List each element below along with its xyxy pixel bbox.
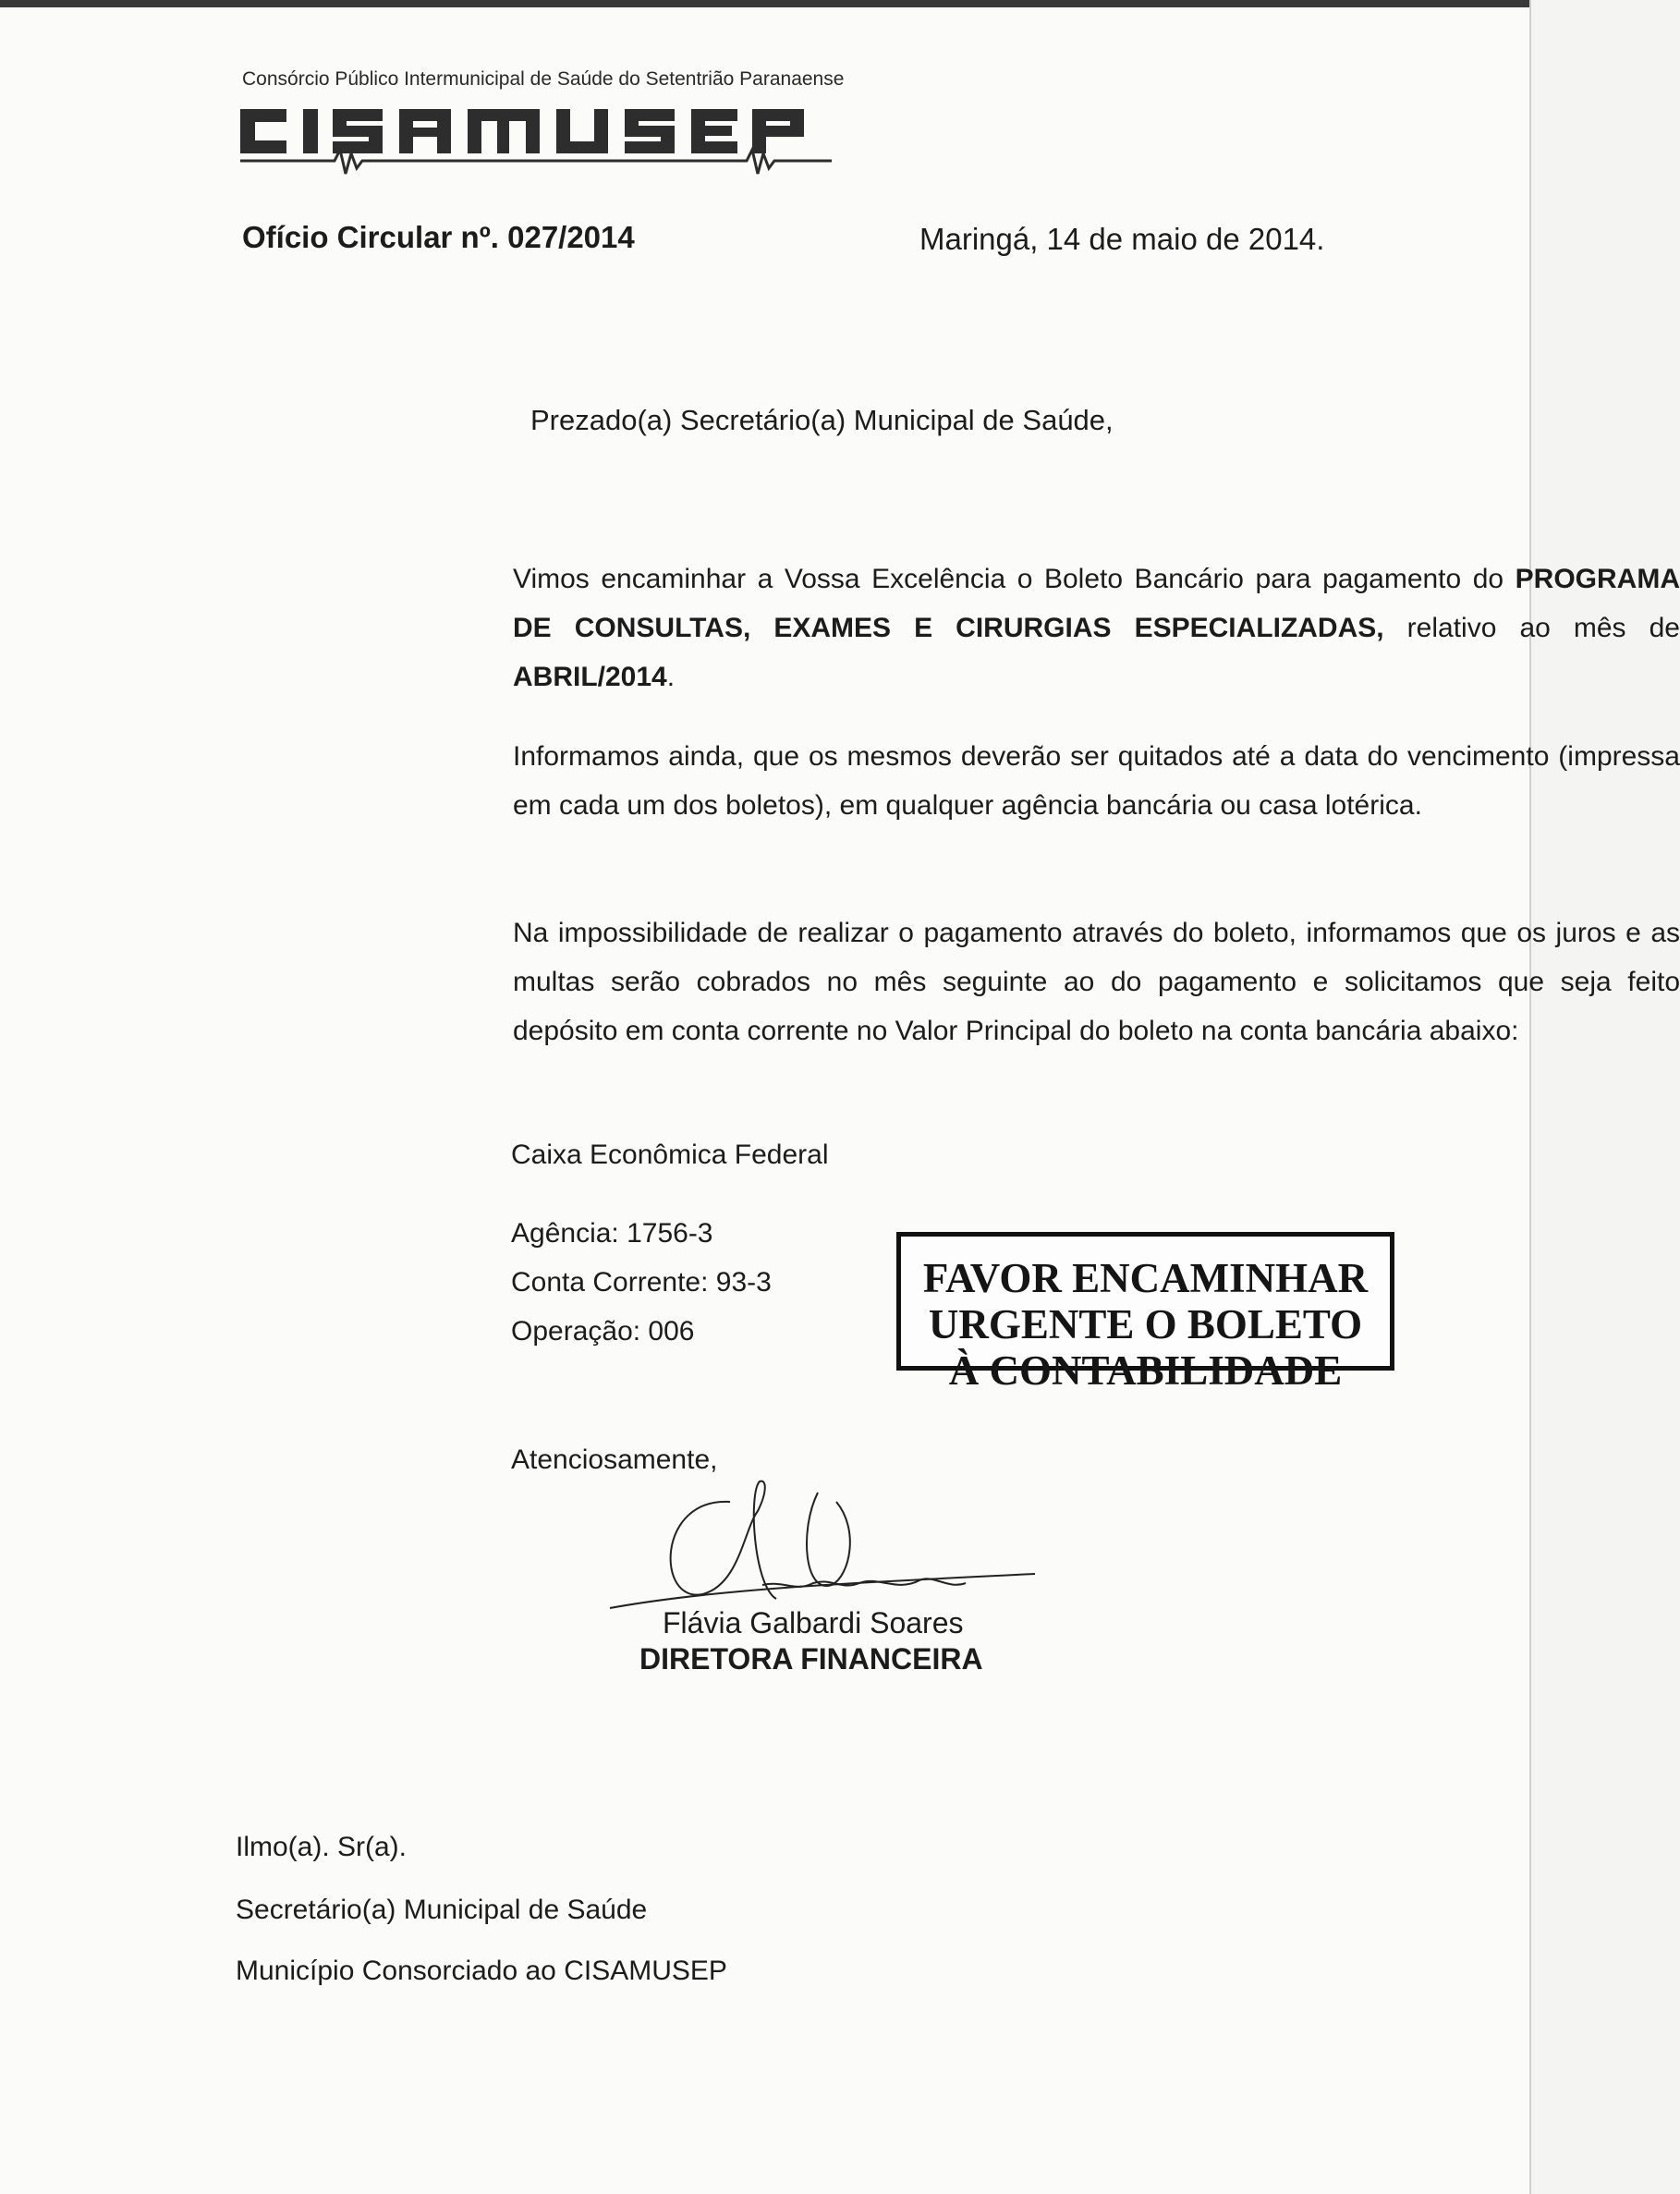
scan-top-edge [0, 0, 1529, 7]
addressee-title: Secretário(a) Municipal de Saúde [236, 1895, 648, 1925]
document-date: Maringá, 14 de maio de 2014. [919, 222, 1325, 256]
urgent-notice-stamp: FAVOR ENCAMINHAR URGENTE O BOLETO À CONTABILIDADE [896, 1232, 1394, 1371]
handwritten-signature [601, 1474, 1044, 1613]
reference-month: ABRIL/2014 [513, 662, 667, 692]
closing-salutation: Atenciosamente, [511, 1444, 718, 1475]
bank-operation: Operação: 006 [511, 1316, 695, 1347]
addressee-municipality: Município Consorciado ao CISAMUSEP [236, 1956, 727, 1986]
bank-name: Caixa Econômica Federal [511, 1140, 829, 1170]
bank-account: Conta Corrente: 93-3 [511, 1267, 772, 1298]
organization-name: Consórcio Público Intermunicipal de Saúde do Setentrião Paranaense [242, 68, 845, 90]
program-name: PROGRAMA DE CONSULTAS, EXAMES E CIRURGIAS ESPECIALIZADAS, [513, 564, 1680, 643]
cisamusep-logo [185, 91, 850, 183]
paragraph-1: Vimos encaminhar a Vossa Excelência o Boleto Bancário para pagamento do PROGRAMA DE CONSULTAS, EXAMES E CIRURGIAS ESPECIALIZADAS, relativo ao mês de ABRIL/2014. [513, 564, 1680, 692]
document-reference: Ofício Circular nº. 027/2014 [242, 220, 635, 254]
signer-name: Flávia Galbardi Soares [663, 1606, 964, 1639]
paragraph-2: Informamos ainda, que os mesmos deverão ser quitados até a data do vencimento (impressa em cada um dos boletos), em qualquer agência bancária ou casa lotérica. [513, 741, 1680, 821]
addressee-salutation: Ilmo(a). Sr(a). [236, 1832, 408, 1862]
bank-agency: Agência: 1756-3 [511, 1218, 713, 1249]
signer-role: DIRETORA FINANCEIRA [639, 1642, 983, 1676]
paragraph-3: Na impossibilidade de realizar o pagamento através do boleto, informamos que os juros e as multas serão cobrados no mês seguinte ao do pagamento e solicitamos que seja feito depósito em conta corrente no Valor Principal do boleto na conta bancária abaixo: [513, 918, 1680, 1046]
greeting: Prezado(a) Secretário(a) Municipal de Saúde, [530, 404, 1114, 436]
